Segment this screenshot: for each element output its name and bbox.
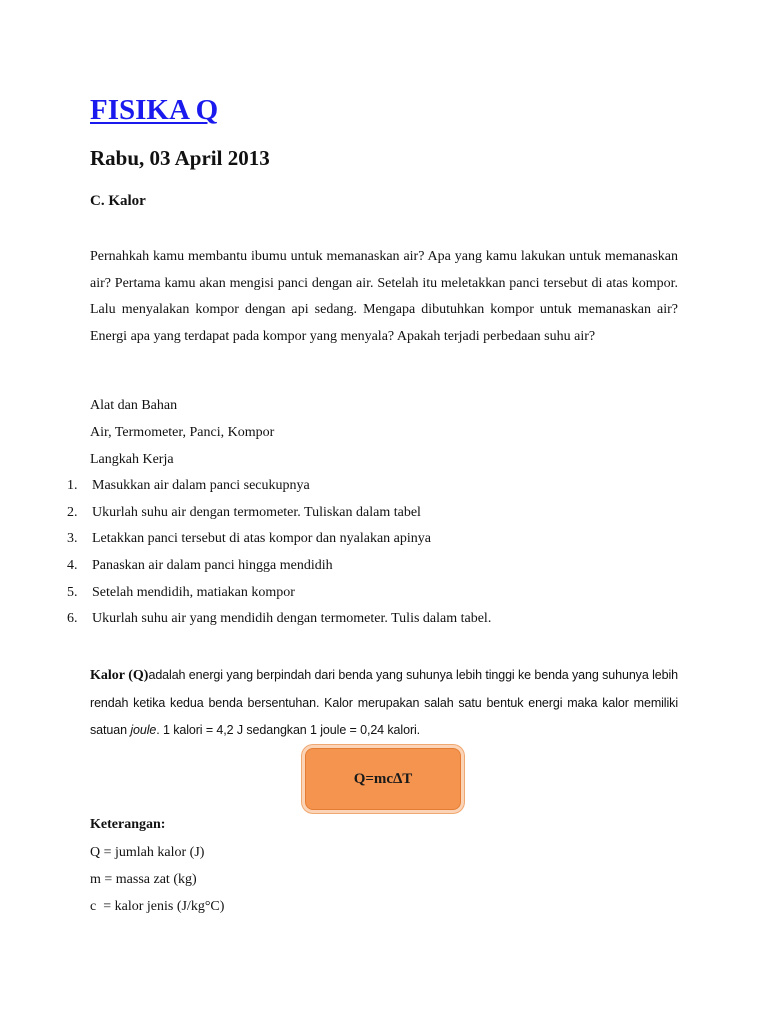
step-text: Setelah mendidih, matiakan kompor	[92, 584, 295, 600]
step-number: 4.	[67, 558, 78, 574]
formula-box	[302, 745, 464, 813]
kalor-definition-text: adalah energi yang berpindah dari benda yang suhunya lebih tinggi ke benda yang suhunya lebih rendah ketika kedua benda bersentuhan. Kalor merupakan salah satu bentuk energi maka kalor memiliki satuan	[90, 668, 678, 737]
step-text: Ukurlah suhu air dengan termometer. Tuliskan dalam tabel	[92, 504, 421, 520]
materials-heading: Alat dan Bahan	[90, 398, 178, 413]
keterangan-line: m = massa zat (kg)	[90, 872, 197, 887]
keterangan-heading: Keterangan:	[90, 817, 166, 832]
step-number: 3.	[67, 531, 78, 547]
step-text: Letakkan panci tersebut di atas kompor dan nyalakan apinya	[92, 531, 431, 547]
post-date: Rabu, 03 April 2013	[90, 146, 270, 170]
kalor-unit: joule	[130, 723, 157, 737]
kalor-definition-paragraph	[90, 662, 678, 745]
blog-title-link[interactable]: FISIKA Q	[90, 94, 219, 126]
step-number: 6.	[67, 611, 78, 627]
step-number: 2.	[67, 504, 78, 520]
step-number: 1.	[67, 478, 78, 493]
kalor-term: Kalor (Q)	[90, 668, 149, 683]
step-number: 5.	[67, 584, 78, 600]
step-text: Ukurlah suhu air yang mendidih dengan termometer. Tulis dalam tabel.	[92, 611, 492, 627]
materials-list: Air, Termometer, Panci, Kompor	[90, 425, 275, 440]
keterangan-line: c = kalor jenis (J/kg°C)	[90, 899, 225, 914]
procedure-heading: Langkah Kerja	[90, 452, 174, 467]
step-text: Panaskan air dalam panci hingga mendidih	[92, 558, 333, 574]
keterangan-line: Q = jumlah kalor (J)	[90, 845, 205, 860]
kalor-conversion-text: . 1 kalori = 4,2 J sedangkan 1 joule = 0,24 kalori.	[156, 723, 421, 737]
intro-paragraph: Pernahkah kamu membantu ibumu untuk memanaskan air? Apa yang kamu lakukan untuk memanaskan air? Pertama kamu akan mengisi panci dengan air. Setelah itu meletakkan panci tersebut di atas kompor. Lalu menyalakan kompor dengan api sedang. Mengapa dibutuhkan kompor untuk memanaskan air? Energi apa yang terdapat pada kompor yang menyala? Apakah terjadi perbedaan suhu air?	[90, 249, 678, 344]
step-text: Masukkan air dalam panci secukupnya	[92, 478, 310, 493]
section-heading: C. Kalor	[90, 193, 146, 209]
formula-text: Q=mc∆T	[353, 770, 413, 787]
